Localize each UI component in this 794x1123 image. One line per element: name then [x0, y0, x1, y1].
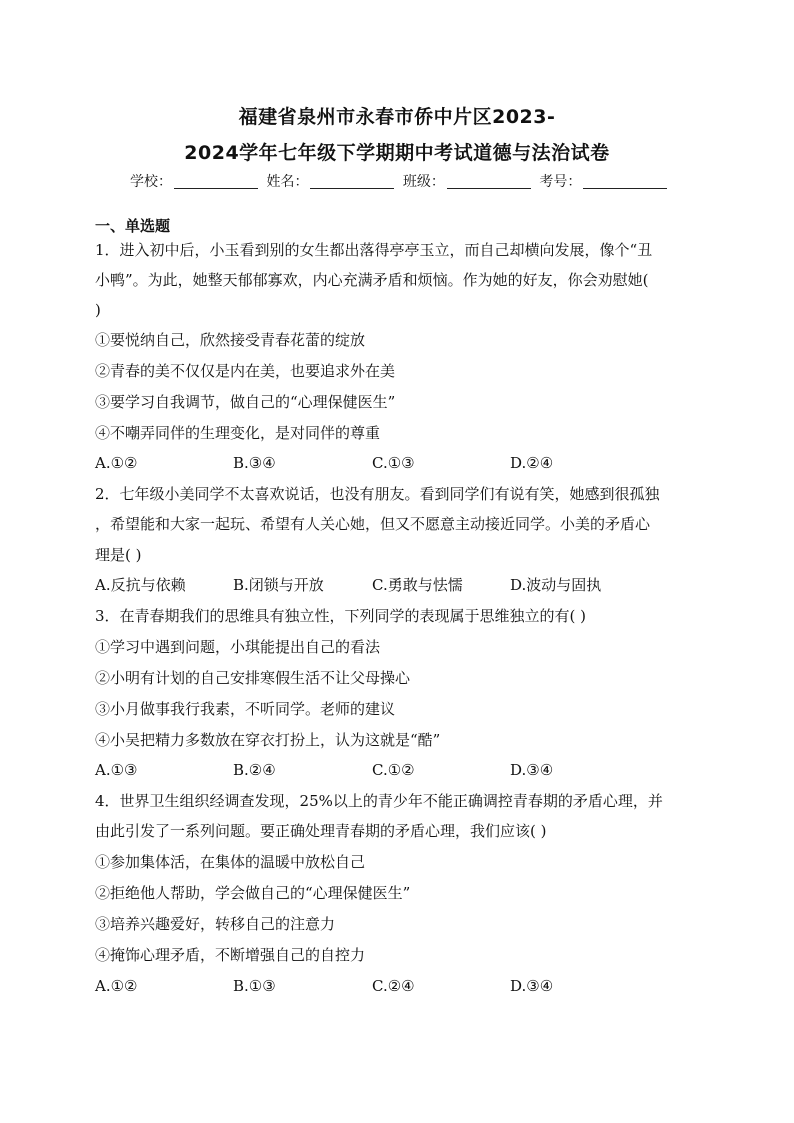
name-label: 姓名： — [266, 174, 309, 190]
exam-title-line-2: 2024学年七年级下学期期中考试道德与法治试卷 — [184, 142, 610, 164]
option-a[interactable]: A.①③ — [95, 761, 138, 779]
option-c[interactable]: C.①③ — [372, 454, 415, 472]
question-2-line: ，希望能和大家一起玩、希望有人关心她，但又不愿意主动接近同学。小美的矛盾心 — [95, 515, 651, 533]
option-d[interactable]: D.③④ — [510, 977, 554, 995]
question-4-statement: ③培养兴趣爱好，转移自己的注意力 — [95, 915, 336, 933]
exam-number-blank[interactable] — [583, 174, 667, 189]
question-1-line: 1．进入初中后，小玉看到别的女生都出落得亭亭玉立，而自己却横向发展，像个“丑 — [95, 241, 653, 259]
exam-number-label: 考号： — [539, 174, 582, 190]
question-4-line: 由此引发了一系列问题。要正确处理青春期的矛盾心理，我们应该( ) — [95, 822, 547, 840]
question-1-line: ) — [95, 301, 101, 319]
question-4-statement: ②拒绝他人帮助，学会做自己的“心理保健医生” — [95, 884, 411, 902]
question-4-line: 4．世界卫生组织经调查发现，25%以上的青少年不能正确调控青春期的矛盾心理，并 — [95, 792, 663, 810]
option-d[interactable]: D.波动与固执 — [510, 576, 602, 594]
question-3-statement: ④小吴把精力多数放在穿衣打扮上，认为这就是“酷” — [95, 731, 441, 749]
question-2-line: 理是( ) — [95, 546, 142, 564]
question-1-statement: ④不嘲弄同伴的生理变化，是对同伴的尊重 — [95, 424, 381, 442]
question-4-statement: ④掩饰心理矛盾，不断增强自己的自控力 — [95, 946, 366, 964]
option-a[interactable]: A.反抗与依赖 — [95, 576, 186, 594]
student-info-fields — [130, 171, 671, 191]
option-b[interactable]: B.①③ — [233, 977, 276, 995]
option-b[interactable]: B.闭锁与开放 — [233, 576, 324, 594]
option-c[interactable]: C.勇敢与怯懦 — [372, 576, 463, 594]
option-a[interactable]: A.①② — [95, 454, 138, 472]
question-3-statement: ③小月做事我行我素，不听同学。老师的建议 — [95, 700, 396, 718]
question-1-statement: ②青春的美不仅仅是内在美，也要追求外在美 — [95, 362, 396, 380]
question-3-line: 3．在青春期我们的思维具有独立性，下列同学的表现属于思维独立的有( ) — [95, 607, 587, 625]
class-field[interactable] — [403, 171, 531, 191]
option-d[interactable]: D.②④ — [510, 454, 554, 472]
class-label: 班级： — [402, 174, 445, 190]
section-title: 一、单选题 — [95, 217, 171, 235]
school-label: 学校： — [130, 174, 172, 190]
option-b[interactable]: B.③④ — [233, 454, 276, 472]
question-1-statement: ①要悦纳自己，欣然接受青春花蕾的绽放 — [95, 331, 366, 349]
class-blank[interactable] — [447, 174, 531, 189]
option-c[interactable]: C.①② — [372, 761, 415, 779]
question-4-statement: ①参加集体活，在集体的温暖中放松自己 — [95, 853, 366, 871]
question-2-line: 2．七年级小美同学不太喜欢说话，也没有朋友。看到同学们有说有笑，她感到很孤独 — [95, 485, 660, 503]
option-a[interactable]: A.①② — [95, 977, 138, 995]
option-b[interactable]: B.②④ — [233, 761, 276, 779]
question-3-statement: ②小明有计划的自己安排寒假生活不让父母操心 — [95, 669, 411, 687]
option-d[interactable]: D.③④ — [510, 761, 554, 779]
question-1-line: 小鸭”。为此，她整天郁郁寡欢，内心充满矛盾和烦恼。作为她的好友，你会劝慰她( — [95, 271, 649, 289]
exam-number-field[interactable] — [539, 171, 667, 191]
question-3-statement: ①学习中遇到问题，小琪能提出自己的看法 — [95, 638, 381, 656]
name-blank[interactable] — [310, 174, 394, 189]
option-c[interactable]: C.②④ — [372, 977, 415, 995]
school-blank[interactable] — [174, 174, 258, 189]
question-1-statement: ③要学习自我调节，做自己的“心理保健医生” — [95, 393, 396, 411]
name-field[interactable] — [266, 171, 394, 191]
exam-title-line-1: 福建省泉州市永春市侨中片区2023- — [238, 106, 556, 128]
school-field[interactable] — [130, 171, 258, 191]
